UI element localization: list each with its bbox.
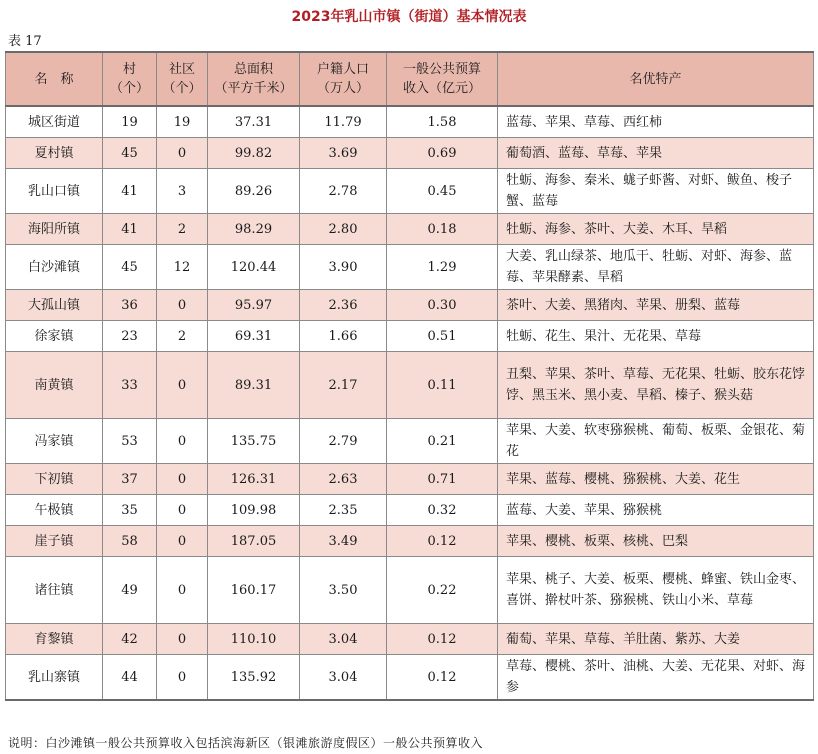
communities-cell: 0 (157, 526, 208, 557)
table-row (6, 106, 814, 138)
population-cell: 3.69 (300, 138, 387, 169)
header-specialties-text: 名优特产 (629, 71, 682, 87)
area-cell: 109.98 (208, 495, 300, 526)
header-communities (157, 52, 208, 106)
budget-cell: 1.58 (387, 106, 498, 138)
name-cell: 午极镇 (6, 495, 103, 526)
budget-cell: 0.69 (387, 138, 498, 169)
budget-cell: 0.12 (387, 655, 498, 701)
table-footnote: 说明：白沙滩镇一般公共预算收入包括滨海新区（银滩旅游度假区）一般公共预算收入 (8, 736, 484, 750)
area-cell: 99.82 (208, 138, 300, 169)
villages-cell: 44 (103, 655, 157, 701)
table-row (6, 624, 814, 655)
budget-cell: 0.32 (387, 495, 498, 526)
table-row (6, 321, 814, 352)
header-budget-line1: 一般公共预算 (402, 62, 481, 77)
area-cell: 160.17 (208, 557, 300, 624)
name-cell: 冯家镇 (6, 419, 103, 464)
township-info-table (5, 51, 814, 701)
population-cell: 2.36 (300, 290, 387, 321)
table-row (6, 352, 814, 419)
budget-cell: 0.22 (387, 557, 498, 624)
name-cell: 海阳所镇 (6, 214, 103, 245)
area-cell: 126.31 (208, 464, 300, 495)
header-budget-line2: 收入（亿元） (402, 81, 481, 96)
header-name-text: 名 称 (34, 71, 74, 87)
area-cell: 135.92 (208, 655, 300, 701)
table-row (6, 245, 814, 290)
population-cell: 11.79 (300, 106, 387, 138)
table-row (6, 419, 814, 464)
name-cell: 乳山口镇 (6, 169, 103, 214)
villages-cell: 41 (103, 169, 157, 214)
header-population-line2: （万人） (316, 81, 369, 96)
specialties-cell: 牡蛎、海参、秦米、蛖子虾酱、对虾、鲅鱼、梭子蟹、蓝莓 (498, 169, 814, 214)
population-cell: 3.50 (300, 557, 387, 624)
communities-cell: 19 (157, 106, 208, 138)
specialties-cell: 葡萄、苹果、草莓、羊肚菌、紫苏、大姜 (498, 624, 814, 655)
specialties-cell: 蓝莓、大姜、苹果、猕猴桃 (498, 495, 814, 526)
budget-cell: 1.29 (387, 245, 498, 290)
villages-cell: 33 (103, 352, 157, 419)
table-row (6, 214, 814, 245)
header-budget (387, 52, 498, 106)
table-row (6, 169, 814, 214)
communities-cell: 0 (157, 495, 208, 526)
header-population-line1: 户籍人口 (316, 62, 369, 77)
header-communities-line1: 社区 (168, 62, 195, 77)
population-cell: 2.78 (300, 169, 387, 214)
specialties-cell: 牡蛎、海参、茶叶、大姜、木耳、旱稻 (498, 214, 814, 245)
header-area (208, 52, 300, 106)
specialties-cell: 牡蛎、花生、果汁、无花果、草莓 (498, 321, 814, 352)
budget-cell: 0.51 (387, 321, 498, 352)
budget-cell: 0.30 (387, 290, 498, 321)
villages-cell: 49 (103, 557, 157, 624)
header-name (6, 52, 103, 106)
specialties-cell: 茶叶、大姜、黑猪肉、苹果、册梨、蓝莓 (498, 290, 814, 321)
population-cell: 2.17 (300, 352, 387, 419)
area-cell: 95.97 (208, 290, 300, 321)
villages-cell: 37 (103, 464, 157, 495)
area-cell: 37.31 (208, 106, 300, 138)
villages-cell: 19 (103, 106, 157, 138)
header-area-line2: （平方千米） (214, 81, 293, 96)
communities-cell: 0 (157, 290, 208, 321)
villages-cell: 45 (103, 138, 157, 169)
header-area-line1: 总面积 (233, 62, 273, 77)
population-cell: 3.90 (300, 245, 387, 290)
villages-cell: 45 (103, 245, 157, 290)
header-population (300, 52, 387, 106)
communities-cell: 0 (157, 624, 208, 655)
area-cell: 98.29 (208, 214, 300, 245)
table-title: 2023年乳山市镇（街道）基本情况表 (291, 9, 527, 25)
header-villages-line1: 村 (122, 62, 136, 77)
specialties-cell: 苹果、桃子、大姜、板栗、樱桃、蜂蜜、铁山金枣、喜饼、擀杖叶茶、猕猴桃、铁山小米、草莓 (498, 557, 814, 624)
villages-cell: 36 (103, 290, 157, 321)
table-number-label: 表 17 (8, 34, 42, 49)
specialties-cell: 苹果、蓝莓、樱桃、猕猴桃、大姜、花生 (498, 464, 814, 495)
population-cell: 2.80 (300, 214, 387, 245)
name-cell: 夏村镇 (6, 138, 103, 169)
name-cell: 诸往镇 (6, 557, 103, 624)
population-cell: 3.04 (300, 655, 387, 701)
table-row (6, 138, 814, 169)
area-cell: 120.44 (208, 245, 300, 290)
name-cell: 南黄镇 (6, 352, 103, 419)
specialties-cell: 苹果、大姜、软枣猕猴桃、葡萄、板栗、金银花、菊花 (498, 419, 814, 464)
population-cell: 1.66 (300, 321, 387, 352)
budget-cell: 0.21 (387, 419, 498, 464)
area-cell: 69.31 (208, 321, 300, 352)
area-cell: 110.10 (208, 624, 300, 655)
villages-cell: 23 (103, 321, 157, 352)
specialties-cell: 草莓、樱桃、茶叶、油桃、大姜、无花果、对虾、海参 (498, 655, 814, 701)
budget-cell: 0.71 (387, 464, 498, 495)
table-row (6, 655, 814, 701)
specialties-cell: 葡萄酒、蓝莓、草莓、苹果 (498, 138, 814, 169)
specialties-cell: 大姜、乳山绿茶、地瓜干、牡蛎、对虾、海参、蓝莓、苹果酵素、旱稻 (498, 245, 814, 290)
communities-cell: 12 (157, 245, 208, 290)
villages-cell: 35 (103, 495, 157, 526)
area-cell: 187.05 (208, 526, 300, 557)
table-row (6, 526, 814, 557)
name-cell: 白沙滩镇 (6, 245, 103, 290)
communities-cell: 3 (157, 169, 208, 214)
communities-cell: 0 (157, 464, 208, 495)
villages-cell: 42 (103, 624, 157, 655)
budget-cell: 0.12 (387, 624, 498, 655)
name-cell: 育黎镇 (6, 624, 103, 655)
area-cell: 89.26 (208, 169, 300, 214)
name-cell: 崖子镇 (6, 526, 103, 557)
specialties-cell: 苹果、樱桃、板栗、核桃、巴梨 (498, 526, 814, 557)
table-row (6, 557, 814, 624)
population-cell: 3.49 (300, 526, 387, 557)
name-cell: 乳山寨镇 (6, 655, 103, 701)
communities-cell: 0 (157, 557, 208, 624)
specialties-cell: 丑梨、苹果、茶叶、草莓、无花果、牡蛎、胶东花饽饽、黑玉米、黑小麦、旱稻、榛子、猴头菇 (498, 352, 814, 419)
name-cell: 下初镇 (6, 464, 103, 495)
name-cell: 城区街道 (6, 106, 103, 138)
header-row (6, 52, 814, 106)
name-cell: 大孤山镇 (6, 290, 103, 321)
area-cell: 89.31 (208, 352, 300, 419)
communities-cell: 0 (157, 352, 208, 419)
population-cell: 2.79 (300, 419, 387, 464)
budget-cell: 0.45 (387, 169, 498, 214)
population-cell: 2.63 (300, 464, 387, 495)
villages-cell: 58 (103, 526, 157, 557)
header-villages (103, 52, 157, 106)
area-cell: 135.75 (208, 419, 300, 464)
communities-cell: 2 (157, 321, 208, 352)
header-villages-line2: （个） (109, 81, 149, 96)
header-communities-line2: （个） (162, 81, 202, 96)
table-row (6, 464, 814, 495)
communities-cell: 0 (157, 655, 208, 701)
population-cell: 3.04 (300, 624, 387, 655)
villages-cell: 53 (103, 419, 157, 464)
budget-cell: 0.11 (387, 352, 498, 419)
population-cell: 2.35 (300, 495, 387, 526)
name-cell: 徐家镇 (6, 321, 103, 352)
table-row (6, 495, 814, 526)
table-row (6, 290, 814, 321)
communities-cell: 2 (157, 214, 208, 245)
communities-cell: 0 (157, 138, 208, 169)
budget-cell: 0.12 (387, 526, 498, 557)
villages-cell: 41 (103, 214, 157, 245)
communities-cell: 0 (157, 419, 208, 464)
budget-cell: 0.18 (387, 214, 498, 245)
header-specialties (498, 52, 814, 106)
specialties-cell: 蓝莓、苹果、草莓、西红柿 (498, 106, 814, 138)
